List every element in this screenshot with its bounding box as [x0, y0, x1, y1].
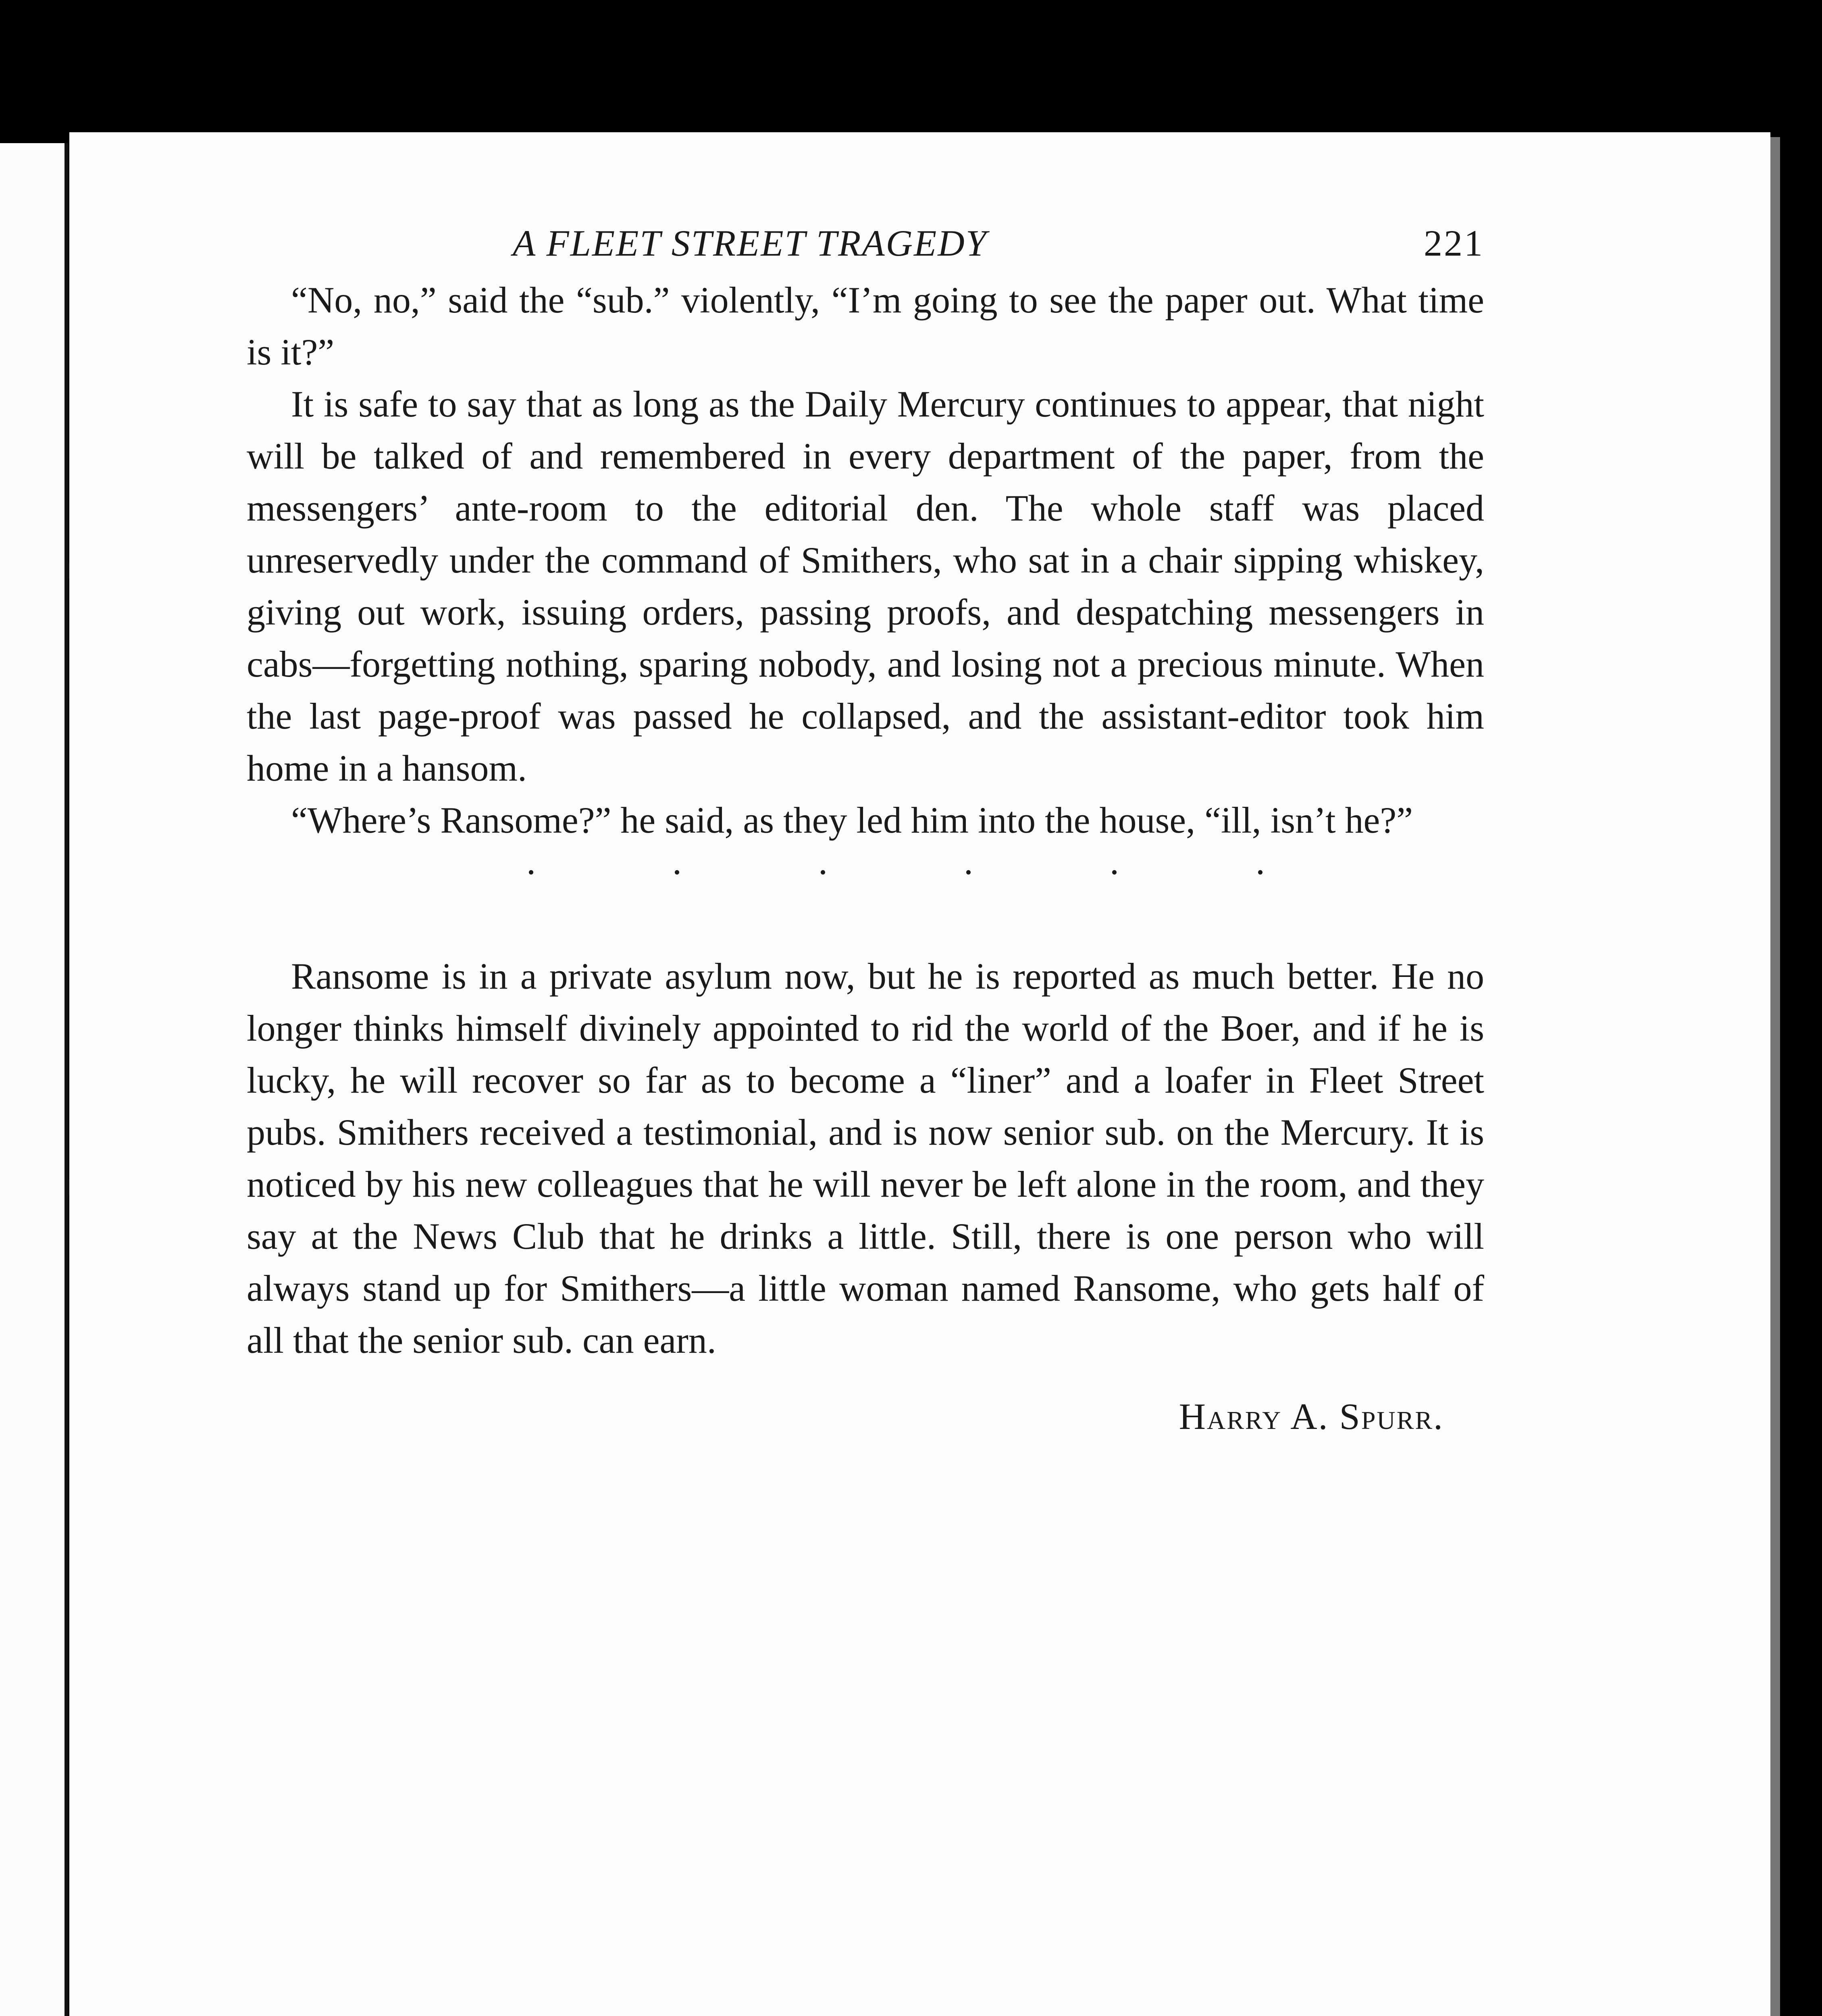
page-edge-shadow [1770, 137, 1780, 2016]
separator-dot [675, 870, 679, 875]
separator-dot [1258, 870, 1263, 875]
paragraph: Ransome is in a private asylum now, but he is reported as much better. He no longer thinks himself divinely appointed to rid the world of the Boer, and if he is lucky, he will recover so far as to become a “liner” and a loafer in Fleet Street pubs. Smithers received a testimonial, and is now senior sub. on the Mercury. It is noticed by his new colleagues that he will never be left alone in the room, and they say at the News Club that he drinks a little. Still, there is one person who will always stand up for Smithers—a little woman named Ransome, who gets half of all that the senior sub. can earn. [247, 956, 1484, 1361]
paragraph: “Where’s Ransome?” he said, as they led him into the house, “ill, isn’t he?” [291, 800, 1413, 841]
page-number: 221 [1424, 223, 1484, 264]
body-text [247, 274, 1484, 1443]
section-break [247, 846, 1484, 898]
paragraph: “No, no,” said the “sub.” violently, “I’m going to see the paper out. What time is it?” [247, 279, 1484, 373]
separator-dot [966, 870, 971, 875]
running-title: A FLEET STREET TRAGEDY [513, 223, 988, 264]
running-head [247, 213, 1484, 273]
separator-dot [1112, 870, 1117, 875]
facing-page-edge [0, 143, 69, 2016]
separator-dot [821, 870, 825, 875]
author-signature: Harry A. Spurr. [1179, 1396, 1444, 1437]
separator-dot [529, 870, 533, 875]
paragraph: It is safe to say that as long as the Daily Mercury continues to appear, that night will be talked of and remembered in every department of the paper, from the messengers’ ante-room to the editorial den. The whole staff was placed unreservedly under the command of Smithers, who sat in a chair sipping whiskey, giving out work, issuing orders, passing proofs, and despatching messengers in cabs—forgetting nothing, sparing nobody, and losing not a precious minute. When the last page-proof was passed he collapsed, and the assistant-editor took him home in a hansom. [247, 383, 1484, 789]
